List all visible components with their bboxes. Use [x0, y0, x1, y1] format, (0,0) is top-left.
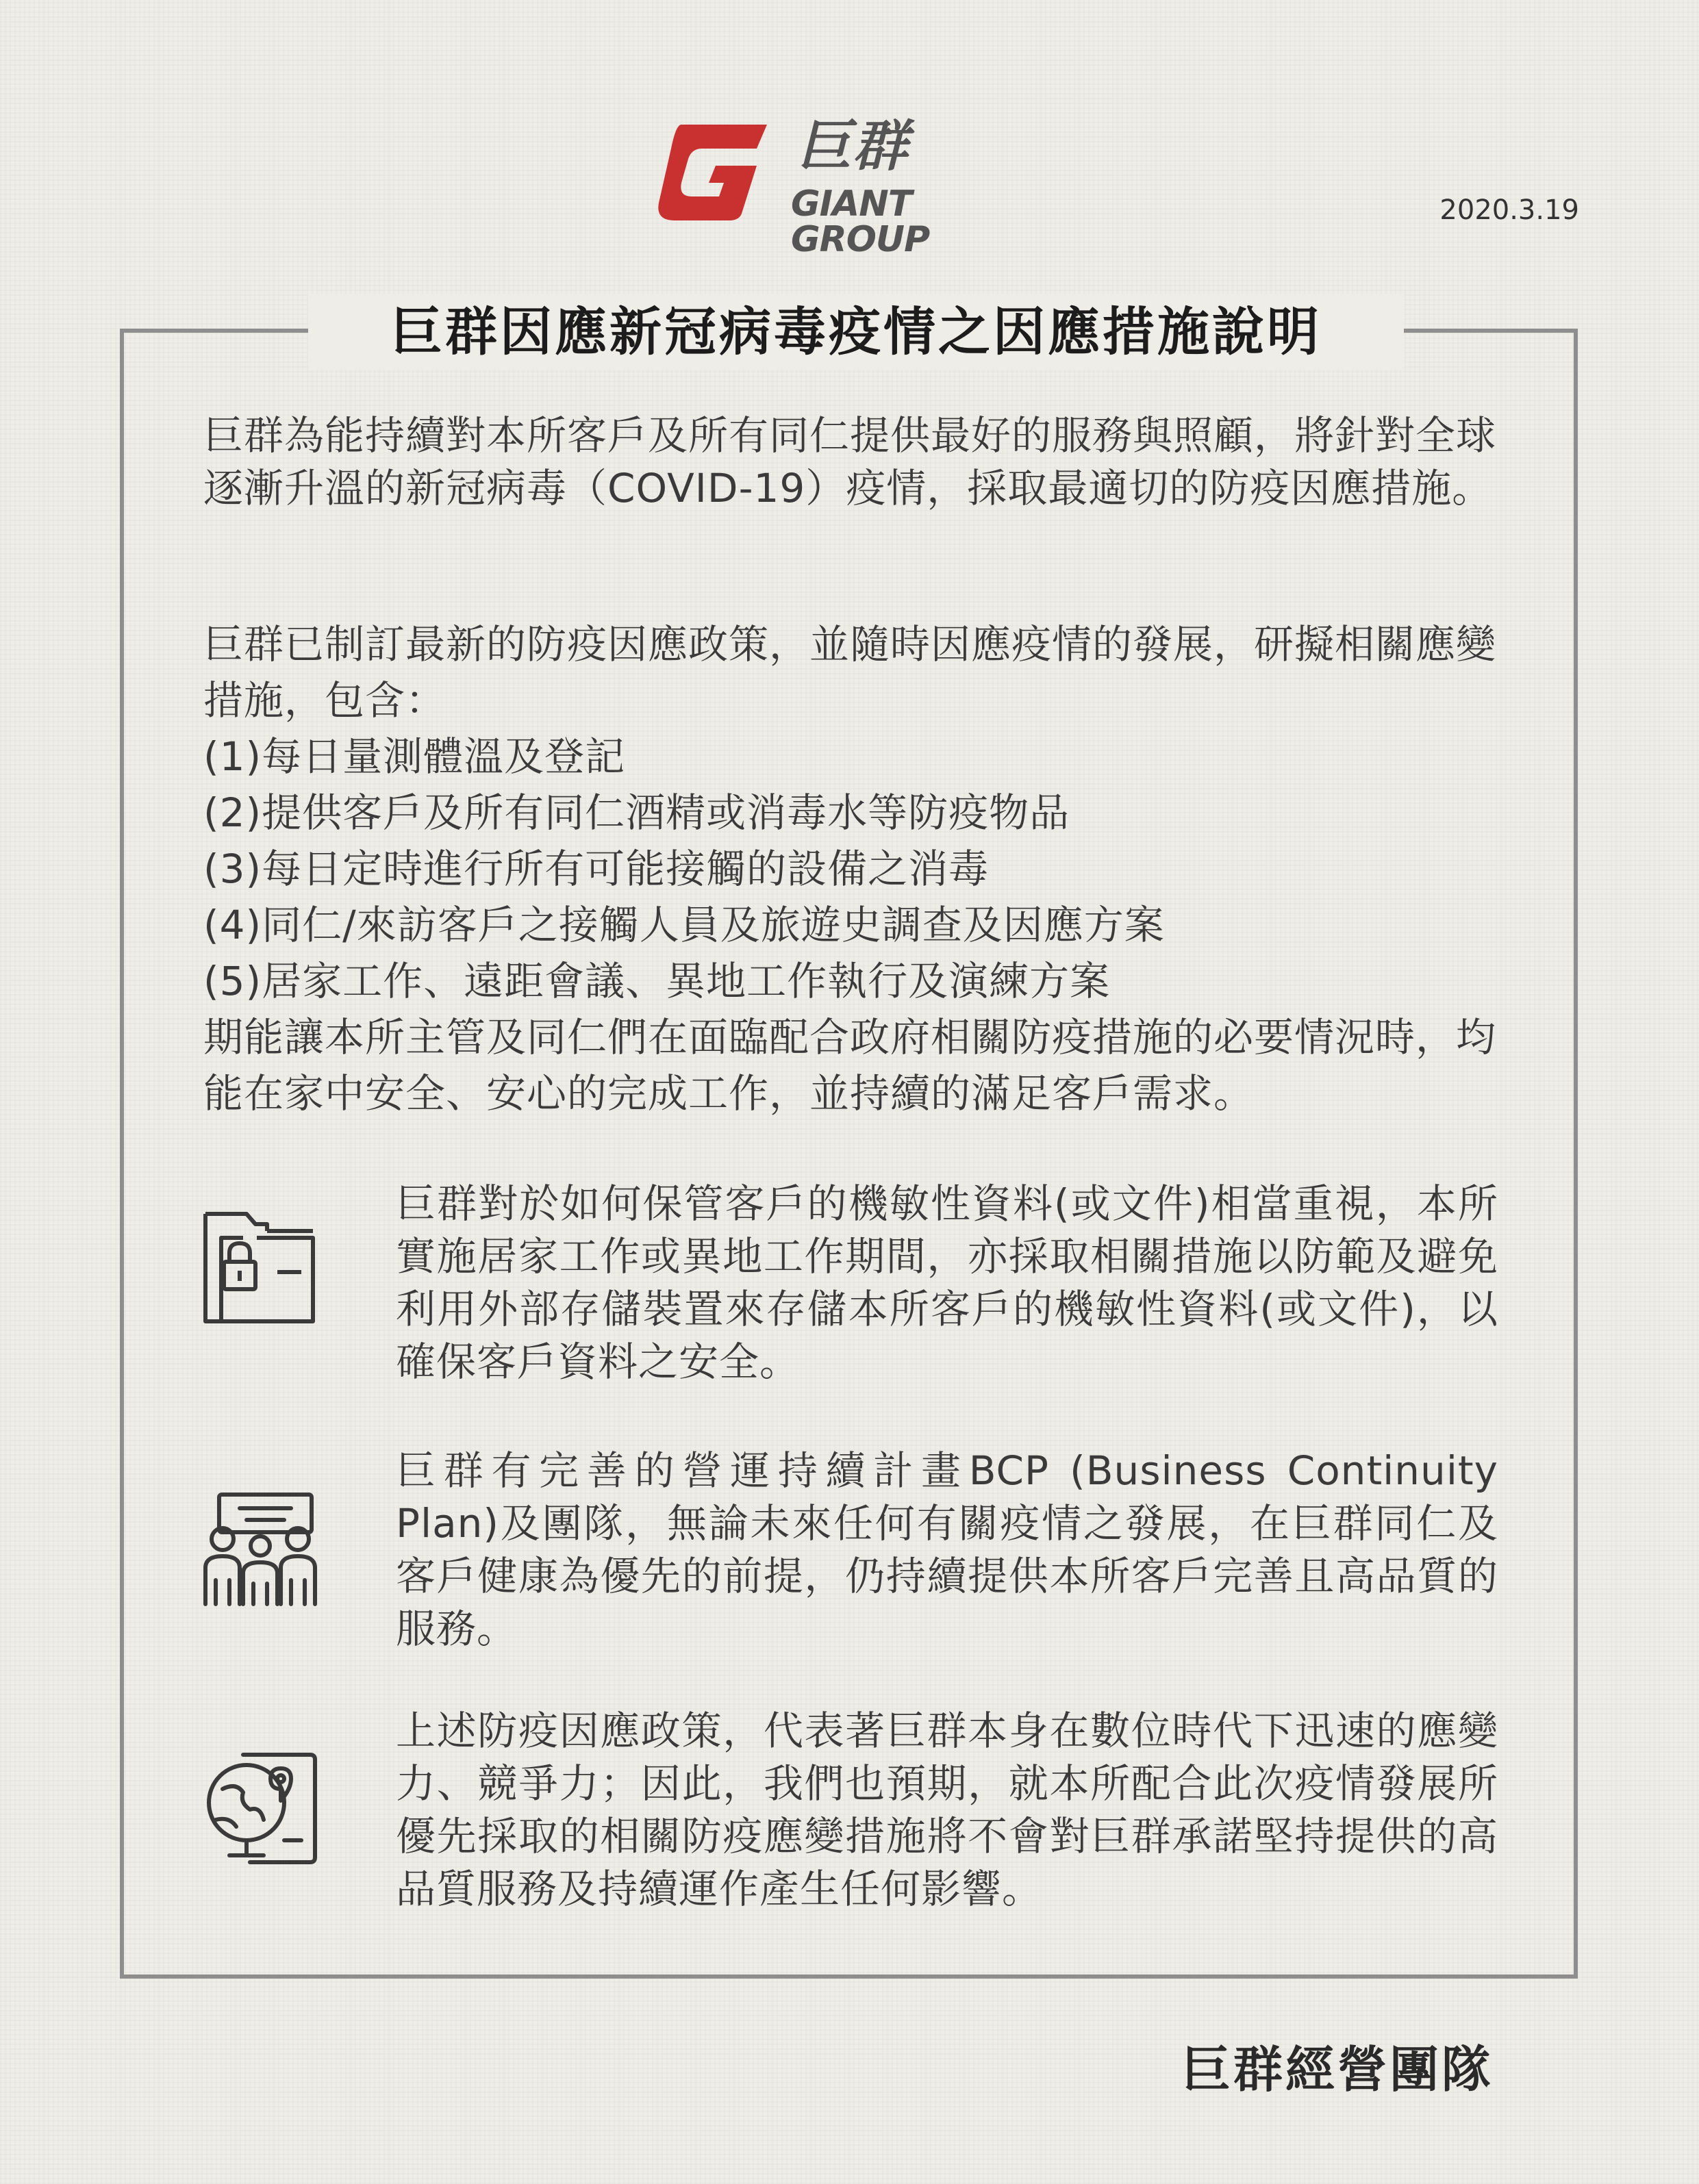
section-data-security: 巨群對於如何保管客戶的機敏性資料(或文件)相當重視，本所實施居家工作或異地工作期間，亦採取相關措施以防範及避免利用外部存儲裝置來存儲本所客戶的機敏性資料(或文件)，以確保客戶資料之安全。	[396, 1180, 1498, 1385]
globe-location-icon	[202, 1751, 318, 1868]
list-item: (3)每日定時進行所有可能接觸的設備之消毒	[203, 846, 990, 892]
logo-english-name: GIANT GROUP	[791, 183, 930, 260]
policy-lead: 巨群已制訂最新的防疫因應政策，並隨時因應疫情的發展，研擬相關應變措施，包含：	[203, 621, 1497, 724]
page-title: 巨群因應新冠病毒疫情之因應措施說明	[308, 294, 1404, 370]
policy-list	[203, 728, 1505, 1009]
list-item: (5)居家工作、遠距會議、異地工作執行及演練方案	[203, 958, 1111, 1004]
locked-folder-icon	[202, 1210, 318, 1327]
team-meeting-icon	[202, 1491, 318, 1608]
section-bcp: 巨群有完善的營運持續計畫BCP (Business Continuity Plan)及團隊，無論未來任何有關疫情之發展，在巨群同仁及客戶健康為優先的前提，仍持續提供本所客戶完善且高品質的服務。	[396, 1447, 1498, 1652]
section-outlook: 上述防疫因應政策，代表著巨群本身在數位時代下迅速的應變力、競爭力；因此，我們也預期，就本所配合此次疫情發展所優先採取的相關防疫應變措施將不會對巨群承諾堅持提供的高品質服務及持續運作產生任何影響。	[396, 1707, 1498, 1912]
list-item: (1)每日量測體溫及登記	[203, 733, 626, 780]
intro-paragraph: 巨群為能持續對本所客戶及所有同仁提供最好的服務與照顧，將針對全球逐漸升溫的新冠病毒（COVID-19）疫情，採取最適切的防疫因應措施。	[203, 412, 1497, 511]
policy-block	[203, 616, 1505, 1121]
giant-g-logo-icon	[654, 118, 770, 227]
company-logo	[654, 114, 1017, 260]
signature: 巨群經營團隊	[1181, 2041, 1494, 2098]
logo-chinese-name: 巨群	[796, 114, 909, 178]
document-date: 2020.3.19	[1439, 194, 1579, 226]
list-item: (2)提供客戶及所有同仁酒精或消毒水等防疫物品	[203, 789, 1070, 836]
policy-closing: 期能讓本所主管及同仁們在面臨配合政府相關防疫措施的必要情況時，均能在家中安全、安心的完成工作，並持續的滿足客戶需求。	[203, 1014, 1497, 1117]
list-item: (4)同仁/來訪客戶之接觸人員及旅遊史調查及因應方案	[203, 902, 1165, 948]
